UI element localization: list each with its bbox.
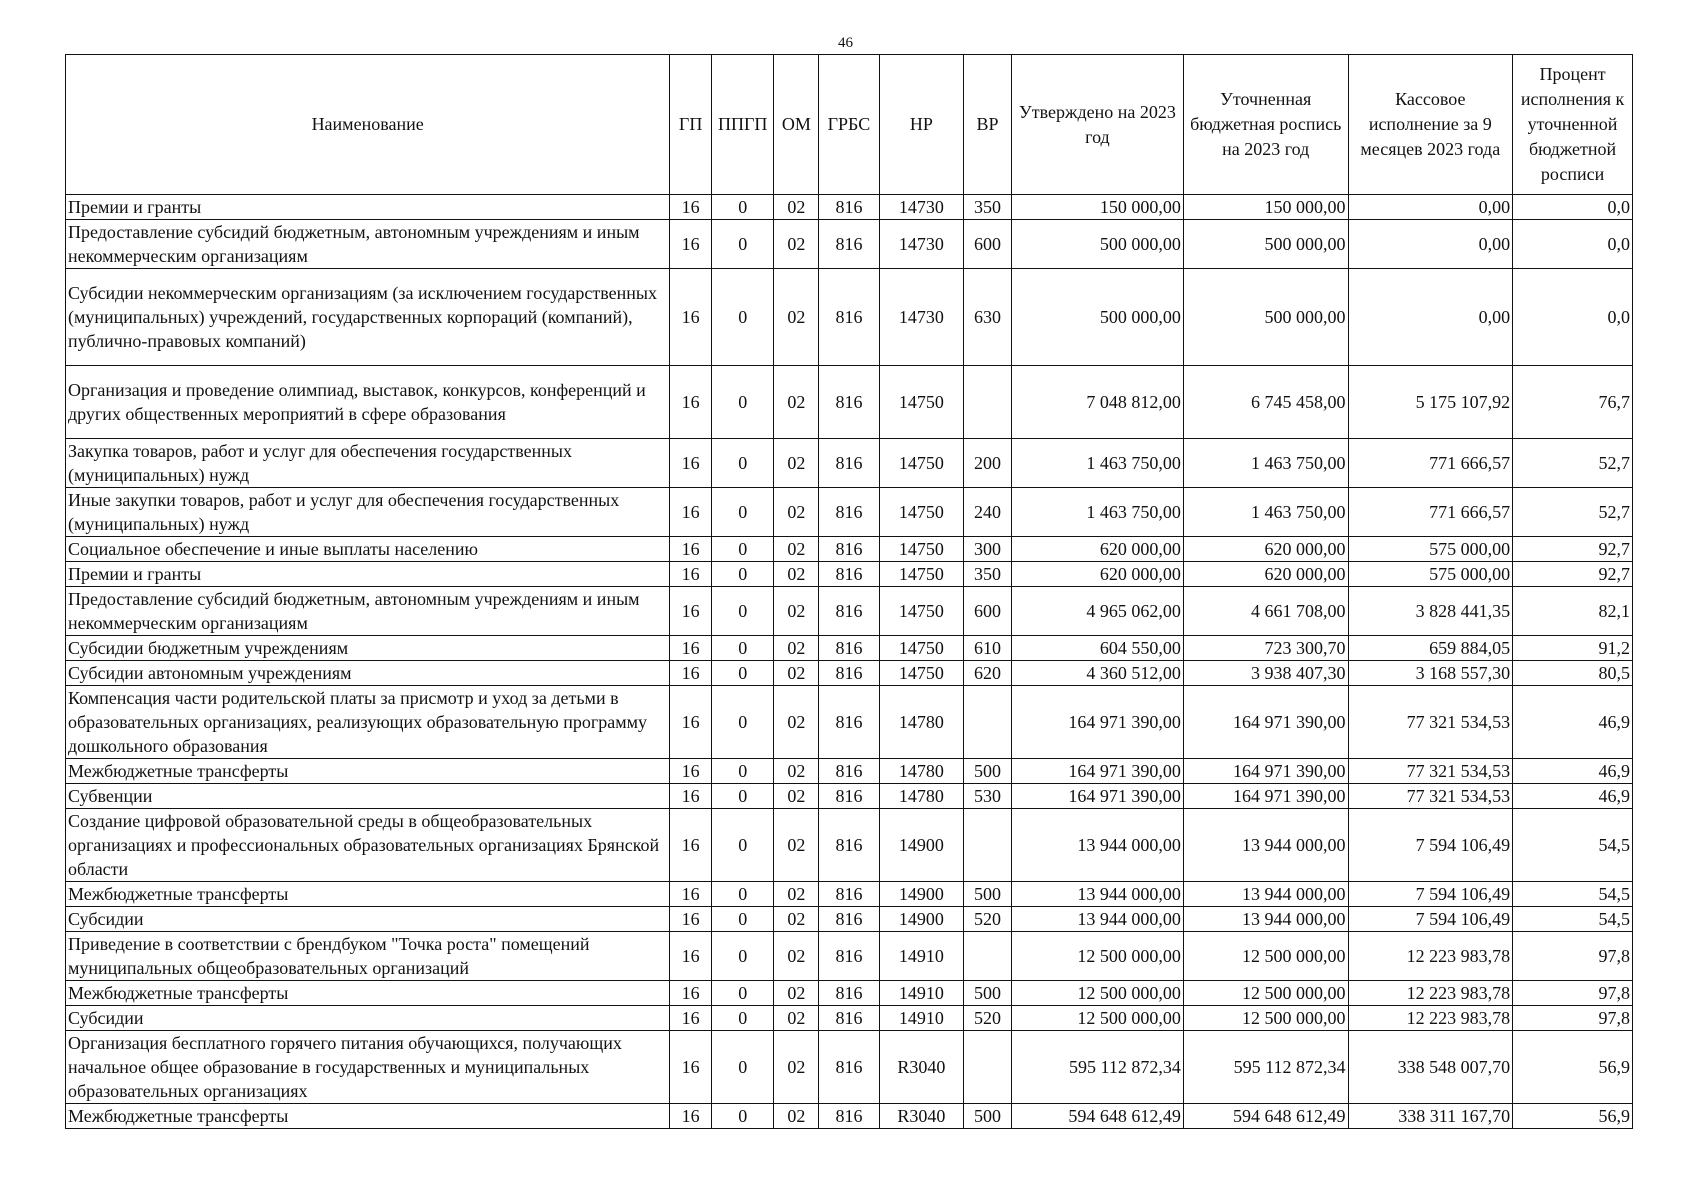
row-grbs: 816 <box>819 220 879 269</box>
page-number: 46 <box>838 35 853 51</box>
row-om: 02 <box>774 636 819 661</box>
row-name: Межбюджетные трансферты <box>66 981 670 1006</box>
budget-execution-table <box>65 54 1633 1129</box>
table-row <box>66 220 1633 269</box>
row-refined: 723 300,70 <box>1183 636 1348 661</box>
row-om: 02 <box>774 439 819 488</box>
header-ppgp: ППГП <box>711 55 774 195</box>
row-percent: 97,8 <box>1513 981 1633 1006</box>
row-percent: 92,7 <box>1513 537 1633 562</box>
row-percent: 56,9 <box>1513 1104 1633 1129</box>
row-gp: 16 <box>670 981 712 1006</box>
row-percent: 80,5 <box>1513 661 1633 686</box>
row-approved: 13 944 000,00 <box>1011 907 1183 932</box>
row-approved: 595 112 872,34 <box>1011 1031 1183 1104</box>
table-row <box>66 932 1633 981</box>
row-nr: 14750 <box>879 587 963 636</box>
table-row <box>66 784 1633 809</box>
row-name: Межбюджетные трансферты <box>66 759 670 784</box>
row-refined: 150 000,00 <box>1183 195 1348 220</box>
table-row <box>66 636 1633 661</box>
row-nr: 14900 <box>879 882 963 907</box>
row-percent: 54,5 <box>1513 809 1633 882</box>
row-cash: 0,00 <box>1348 269 1513 366</box>
row-percent: 97,8 <box>1513 932 1633 981</box>
row-om: 02 <box>774 661 819 686</box>
row-refined: 164 971 390,00 <box>1183 686 1348 759</box>
row-name: Социальное обеспечение и иные выплаты населению <box>66 537 670 562</box>
row-grbs: 816 <box>819 882 879 907</box>
row-refined: 1 463 750,00 <box>1183 439 1348 488</box>
row-name: Субсидии некоммерческим организациям (за исключением государственных (муниципальных) учреждений, государственных корпораций (компаний), публично-правовых компаний) <box>66 269 670 366</box>
row-nr: 14750 <box>879 439 963 488</box>
header-approved: Утверждено на 2023 год <box>1011 55 1183 195</box>
row-approved: 164 971 390,00 <box>1011 759 1183 784</box>
table-row <box>66 981 1633 1006</box>
row-nr: 14780 <box>879 686 963 759</box>
row-nr: R3040 <box>879 1031 963 1104</box>
row-nr: 14730 <box>879 195 963 220</box>
row-cash: 77 321 534,53 <box>1348 759 1513 784</box>
row-name: Организация бесплатного горячего питания обучающихся, получающих начальное общее образование в государственных и муниципальных образовательных организациях <box>66 1031 670 1104</box>
row-refined: 13 944 000,00 <box>1183 907 1348 932</box>
row-refined: 13 944 000,00 <box>1183 882 1348 907</box>
row-vr: 610 <box>964 636 1012 661</box>
row-name: Предоставление субсидий бюджетным, автономным учреждениям и иным некоммерческим организациям <box>66 220 670 269</box>
row-grbs: 816 <box>819 686 879 759</box>
row-nr: 14910 <box>879 932 963 981</box>
row-name: Предоставление субсидий бюджетным, автономным учреждениям и иным некоммерческим организациям <box>66 587 670 636</box>
row-cash: 575 000,00 <box>1348 562 1513 587</box>
row-ppgp: 0 <box>711 366 774 439</box>
row-approved: 620 000,00 <box>1011 537 1183 562</box>
row-approved: 12 500 000,00 <box>1011 932 1183 981</box>
row-grbs: 816 <box>819 907 879 932</box>
row-nr: 14900 <box>879 809 963 882</box>
row-nr: 14750 <box>879 636 963 661</box>
table-row <box>66 661 1633 686</box>
row-name: Закупка товаров, работ и услуг для обеспечения государственных (муниципальных) нужд <box>66 439 670 488</box>
row-vr: 630 <box>964 269 1012 366</box>
row-nr: 14750 <box>879 537 963 562</box>
row-ppgp: 0 <box>711 636 774 661</box>
row-approved: 13 944 000,00 <box>1011 882 1183 907</box>
table-row <box>66 759 1633 784</box>
row-vr: 350 <box>964 195 1012 220</box>
row-percent: 46,9 <box>1513 686 1633 759</box>
row-cash: 7 594 106,49 <box>1348 809 1513 882</box>
row-percent: 54,5 <box>1513 882 1633 907</box>
row-nr: 14910 <box>879 981 963 1006</box>
row-approved: 620 000,00 <box>1011 562 1183 587</box>
row-name: Субсидии автономным учреждениям <box>66 661 670 686</box>
row-approved: 12 500 000,00 <box>1011 1006 1183 1031</box>
row-percent: 76,7 <box>1513 366 1633 439</box>
row-gp: 16 <box>670 537 712 562</box>
row-percent: 46,9 <box>1513 759 1633 784</box>
row-ppgp: 0 <box>711 488 774 537</box>
row-approved: 500 000,00 <box>1011 220 1183 269</box>
row-om: 02 <box>774 220 819 269</box>
row-approved: 12 500 000,00 <box>1011 981 1183 1006</box>
table-row <box>66 1104 1633 1129</box>
row-refined: 620 000,00 <box>1183 562 1348 587</box>
row-gp: 16 <box>670 1006 712 1031</box>
row-ppgp: 0 <box>711 759 774 784</box>
row-percent: 46,9 <box>1513 784 1633 809</box>
row-vr: 500 <box>964 882 1012 907</box>
row-vr: 600 <box>964 220 1012 269</box>
row-refined: 1 463 750,00 <box>1183 488 1348 537</box>
row-approved: 164 971 390,00 <box>1011 686 1183 759</box>
row-grbs: 816 <box>819 587 879 636</box>
row-percent: 52,7 <box>1513 439 1633 488</box>
table-row <box>66 587 1633 636</box>
row-refined: 595 112 872,34 <box>1183 1031 1348 1104</box>
row-percent: 97,8 <box>1513 1006 1633 1031</box>
table-row <box>66 195 1633 220</box>
row-cash: 77 321 534,53 <box>1348 686 1513 759</box>
row-percent: 56,9 <box>1513 1031 1633 1104</box>
row-vr: 240 <box>964 488 1012 537</box>
row-approved: 164 971 390,00 <box>1011 784 1183 809</box>
row-ppgp: 0 <box>711 809 774 882</box>
row-gp: 16 <box>670 488 712 537</box>
row-name: Приведение в соответствии с брендбуком "Точка роста" помещений муниципальных общеобразовательных организаций <box>66 932 670 981</box>
row-refined: 500 000,00 <box>1183 220 1348 269</box>
row-grbs: 816 <box>819 636 879 661</box>
row-ppgp: 0 <box>711 195 774 220</box>
table-row <box>66 686 1633 759</box>
row-grbs: 816 <box>819 981 879 1006</box>
row-approved: 4 360 512,00 <box>1011 661 1183 686</box>
row-ppgp: 0 <box>711 686 774 759</box>
row-grbs: 816 <box>819 932 879 981</box>
row-grbs: 816 <box>819 439 879 488</box>
row-cash: 771 666,57 <box>1348 439 1513 488</box>
row-approved: 1 463 750,00 <box>1011 488 1183 537</box>
header-percent: Процент исполнения к уточненной бюджетной росписи <box>1513 55 1633 195</box>
row-refined: 4 661 708,00 <box>1183 587 1348 636</box>
header-refined: Уточненная бюджетная роспись на 2023 год <box>1183 55 1348 195</box>
row-percent: 0,0 <box>1513 195 1633 220</box>
row-cash: 5 175 107,92 <box>1348 366 1513 439</box>
header-name: Наименование <box>66 55 670 195</box>
row-gp: 16 <box>670 220 712 269</box>
table-row <box>66 537 1633 562</box>
row-refined: 500 000,00 <box>1183 269 1348 366</box>
row-percent: 0,0 <box>1513 269 1633 366</box>
row-nr: 14750 <box>879 562 963 587</box>
row-grbs: 816 <box>819 269 879 366</box>
row-vr: 200 <box>964 439 1012 488</box>
row-nr: 14730 <box>879 269 963 366</box>
row-vr: 350 <box>964 562 1012 587</box>
row-grbs: 816 <box>819 366 879 439</box>
row-percent: 91,2 <box>1513 636 1633 661</box>
row-grbs: 816 <box>819 537 879 562</box>
row-nr: 14780 <box>879 759 963 784</box>
row-gp: 16 <box>670 1104 712 1129</box>
row-grbs: 816 <box>819 1006 879 1031</box>
table-row <box>66 1006 1633 1031</box>
row-refined: 13 944 000,00 <box>1183 809 1348 882</box>
row-om: 02 <box>774 759 819 784</box>
row-percent: 82,1 <box>1513 587 1633 636</box>
row-nr: 14750 <box>879 661 963 686</box>
row-gp: 16 <box>670 784 712 809</box>
row-name: Субвенции <box>66 784 670 809</box>
row-name: Субсидии бюджетным учреждениям <box>66 636 670 661</box>
row-ppgp: 0 <box>711 537 774 562</box>
row-om: 02 <box>774 1006 819 1031</box>
row-gp: 16 <box>670 1031 712 1104</box>
row-percent: 52,7 <box>1513 488 1633 537</box>
row-gp: 16 <box>670 636 712 661</box>
row-vr: 520 <box>964 1006 1012 1031</box>
row-refined: 6 745 458,00 <box>1183 366 1348 439</box>
row-nr: 14730 <box>879 220 963 269</box>
row-name: Премии и гранты <box>66 195 670 220</box>
header-nr: НР <box>879 55 963 195</box>
row-name: Субсидии <box>66 907 670 932</box>
row-ppgp: 0 <box>711 220 774 269</box>
row-refined: 164 971 390,00 <box>1183 759 1348 784</box>
row-cash: 12 223 983,78 <box>1348 981 1513 1006</box>
row-name: Межбюджетные трансферты <box>66 882 670 907</box>
row-cash: 575 000,00 <box>1348 537 1513 562</box>
row-refined: 12 500 000,00 <box>1183 1006 1348 1031</box>
row-cash: 338 311 167,70 <box>1348 1104 1513 1129</box>
row-name: Межбюджетные трансферты <box>66 1104 670 1129</box>
row-percent: 0,0 <box>1513 220 1633 269</box>
row-ppgp: 0 <box>711 439 774 488</box>
row-gp: 16 <box>670 759 712 784</box>
row-nr: 14750 <box>879 488 963 537</box>
row-name: Создание цифровой образовательной среды в общеобразовательных организациях и профессиональных образовательных организациях Брянской области <box>66 809 670 882</box>
row-name: Иные закупки товаров, работ и услуг для обеспечения государственных (муниципальных) нужд <box>66 488 670 537</box>
row-gp: 16 <box>670 882 712 907</box>
row-om: 02 <box>774 1031 819 1104</box>
row-ppgp: 0 <box>711 907 774 932</box>
row-om: 02 <box>774 562 819 587</box>
row-ppgp: 0 <box>711 1006 774 1031</box>
row-om: 02 <box>774 1104 819 1129</box>
table-row <box>66 439 1633 488</box>
row-approved: 1 463 750,00 <box>1011 439 1183 488</box>
row-approved: 150 000,00 <box>1011 195 1183 220</box>
row-ppgp: 0 <box>711 562 774 587</box>
table-row <box>66 907 1633 932</box>
row-cash: 338 548 007,70 <box>1348 1031 1513 1104</box>
row-om: 02 <box>774 784 819 809</box>
table-header-row <box>66 55 1633 195</box>
row-name: Компенсация части родительской платы за присмотр и уход за детьми в образовательных организациях, реализующих образовательную программу дошкольного образования <box>66 686 670 759</box>
row-grbs: 816 <box>819 1031 879 1104</box>
row-vr <box>964 366 1012 439</box>
row-grbs: 816 <box>819 488 879 537</box>
row-gp: 16 <box>670 195 712 220</box>
row-nr: 14900 <box>879 907 963 932</box>
row-vr <box>964 932 1012 981</box>
row-ppgp: 0 <box>711 981 774 1006</box>
row-cash: 7 594 106,49 <box>1348 907 1513 932</box>
row-gp: 16 <box>670 686 712 759</box>
row-ppgp: 0 <box>711 1031 774 1104</box>
header-om: ОМ <box>774 55 819 195</box>
row-ppgp: 0 <box>711 1104 774 1129</box>
row-ppgp: 0 <box>711 784 774 809</box>
row-om: 02 <box>774 269 819 366</box>
row-vr <box>964 1031 1012 1104</box>
row-name: Премии и гранты <box>66 562 670 587</box>
row-approved: 7 048 812,00 <box>1011 366 1183 439</box>
row-nr: R3040 <box>879 1104 963 1129</box>
row-cash: 12 223 983,78 <box>1348 932 1513 981</box>
row-refined: 164 971 390,00 <box>1183 784 1348 809</box>
row-grbs: 816 <box>819 759 879 784</box>
row-grbs: 816 <box>819 661 879 686</box>
row-vr <box>964 686 1012 759</box>
row-vr: 500 <box>964 759 1012 784</box>
row-vr: 500 <box>964 981 1012 1006</box>
row-grbs: 816 <box>819 1104 879 1129</box>
row-percent: 92,7 <box>1513 562 1633 587</box>
row-gp: 16 <box>670 439 712 488</box>
row-refined: 620 000,00 <box>1183 537 1348 562</box>
row-cash: 3 828 441,35 <box>1348 587 1513 636</box>
header-grbs: ГРБС <box>819 55 879 195</box>
row-om: 02 <box>774 537 819 562</box>
row-vr: 530 <box>964 784 1012 809</box>
row-vr: 600 <box>964 587 1012 636</box>
row-ppgp: 0 <box>711 269 774 366</box>
row-approved: 4 965 062,00 <box>1011 587 1183 636</box>
row-vr: 300 <box>964 537 1012 562</box>
row-om: 02 <box>774 488 819 537</box>
row-vr: 500 <box>964 1104 1012 1129</box>
row-approved: 594 648 612,49 <box>1011 1104 1183 1129</box>
row-om: 02 <box>774 195 819 220</box>
row-ppgp: 0 <box>711 882 774 907</box>
row-nr: 14910 <box>879 1006 963 1031</box>
table-row <box>66 809 1633 882</box>
row-grbs: 816 <box>819 195 879 220</box>
row-refined: 12 500 000,00 <box>1183 932 1348 981</box>
row-gp: 16 <box>670 661 712 686</box>
row-om: 02 <box>774 809 819 882</box>
row-name: Организация и проведение олимпиад, выставок, конкурсов, конференций и других общественных мероприятий в сфере образования <box>66 366 670 439</box>
row-om: 02 <box>774 932 819 981</box>
row-nr: 14780 <box>879 784 963 809</box>
table-row <box>66 1031 1633 1104</box>
row-grbs: 816 <box>819 784 879 809</box>
header-cash: Кассовое исполнение за 9 месяцев 2023 года <box>1348 55 1513 195</box>
row-gp: 16 <box>670 269 712 366</box>
row-vr: 520 <box>964 907 1012 932</box>
row-gp: 16 <box>670 932 712 981</box>
row-vr: 620 <box>964 661 1012 686</box>
row-approved: 500 000,00 <box>1011 269 1183 366</box>
row-cash: 7 594 106,49 <box>1348 882 1513 907</box>
table-row <box>66 366 1633 439</box>
row-cash: 659 884,05 <box>1348 636 1513 661</box>
row-refined: 3 938 407,30 <box>1183 661 1348 686</box>
table-row <box>66 882 1633 907</box>
row-gp: 16 <box>670 562 712 587</box>
row-gp: 16 <box>670 907 712 932</box>
row-cash: 0,00 <box>1348 220 1513 269</box>
row-om: 02 <box>774 366 819 439</box>
row-om: 02 <box>774 907 819 932</box>
row-grbs: 816 <box>819 809 879 882</box>
row-name: Субсидии <box>66 1006 670 1031</box>
row-gp: 16 <box>670 809 712 882</box>
row-ppgp: 0 <box>711 587 774 636</box>
row-approved: 13 944 000,00 <box>1011 809 1183 882</box>
header-gp: ГП <box>670 55 712 195</box>
table-row <box>66 562 1633 587</box>
row-cash: 3 168 557,30 <box>1348 661 1513 686</box>
row-om: 02 <box>774 882 819 907</box>
row-percent: 54,5 <box>1513 907 1633 932</box>
row-ppgp: 0 <box>711 661 774 686</box>
header-vr: ВР <box>964 55 1012 195</box>
row-approved: 604 550,00 <box>1011 636 1183 661</box>
row-cash: 771 666,57 <box>1348 488 1513 537</box>
row-refined: 12 500 000,00 <box>1183 981 1348 1006</box>
row-om: 02 <box>774 686 819 759</box>
row-gp: 16 <box>670 587 712 636</box>
row-cash: 0,00 <box>1348 195 1513 220</box>
row-cash: 12 223 983,78 <box>1348 1006 1513 1031</box>
row-om: 02 <box>774 587 819 636</box>
row-nr: 14750 <box>879 366 963 439</box>
row-ppgp: 0 <box>711 932 774 981</box>
row-om: 02 <box>774 981 819 1006</box>
table-row <box>66 269 1633 366</box>
row-cash: 77 321 534,53 <box>1348 784 1513 809</box>
row-vr <box>964 809 1012 882</box>
row-refined: 594 648 612,49 <box>1183 1104 1348 1129</box>
row-gp: 16 <box>670 366 712 439</box>
row-grbs: 816 <box>819 562 879 587</box>
table-row <box>66 488 1633 537</box>
